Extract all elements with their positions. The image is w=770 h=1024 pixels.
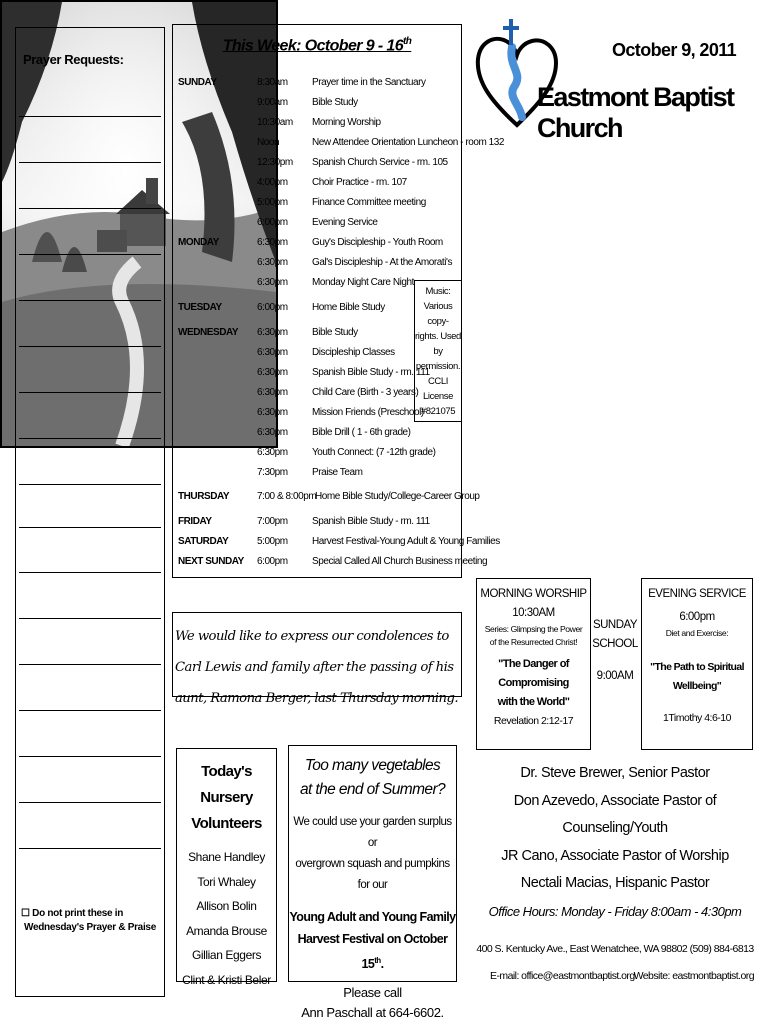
- prayer-request-line: [19, 802, 161, 803]
- nursery-volunteer-name: Clint & Kristi Beler: [182, 972, 271, 987]
- schedule-day: WEDNESDAY: [178, 327, 239, 338]
- vegetables-body: We could use your garden surplus or overgrown squash and pumpkins for our: [293, 816, 452, 891]
- pastor-list: [476, 760, 754, 898]
- schedule-time: 7:00 & 8:00pm: [257, 491, 317, 502]
- schedule-event: Bible Study: [312, 327, 358, 338]
- schedule-time: 7:30pm: [257, 467, 288, 478]
- pastor-name: Don Azevedo, Associate Pastor of Counseling/Youth: [513, 792, 717, 836]
- schedule-event: Mission Friends (Preschool): [312, 407, 424, 418]
- prayer-request-line: [19, 208, 161, 209]
- schedule-event: Bible Drill ( 1 - 6th grade): [312, 427, 411, 438]
- schedule-event: Finance Committee meeting: [312, 197, 426, 208]
- schedule-time: 6:30pm: [257, 447, 288, 458]
- office-hours: Office Hours: Monday - Friday 8:00am - 4:30pm: [488, 904, 742, 919]
- schedule-time: 6:00pm: [257, 556, 288, 567]
- nursery-volunteer-name: Allison Bolin: [196, 899, 257, 913]
- schedule-time: 9:00am: [257, 97, 288, 108]
- music-note-line: permission.: [415, 361, 461, 372]
- evening-service-box: EVENING SERVICE 6:00pm Diet and Exercise: "The Path to Spiritual Wellbeing" 1Timothy 4:6-10: [641, 578, 753, 750]
- prayer-request-line: [19, 484, 161, 485]
- schedule-time: 5:00pm: [257, 536, 288, 547]
- schedule-time: 6:30pm: [257, 327, 288, 338]
- email-link[interactable]: E-mail: office@eastmontbaptist.org: [490, 970, 635, 982]
- prayer-requests-title: Prayer Requests:: [23, 52, 124, 67]
- schedule-event: Spanish Church Service - rm. 105: [312, 157, 448, 168]
- schedule-day: THURSDAY: [178, 491, 230, 502]
- schedule-day: MONDAY: [178, 237, 219, 248]
- schedule-time: 5:00pm: [257, 197, 288, 208]
- schedule-time: 6:30pm: [257, 407, 288, 418]
- music-note-line: Various copy-: [423, 301, 453, 327]
- prayer-request-line: [19, 710, 161, 711]
- schedule-event: Spanish Bible Study - rm. 111: [312, 516, 430, 527]
- harvest-festival-title: Young Adult and Young Family Harvest Festival on October 15th.: [289, 910, 456, 972]
- prayer-request-line: [19, 254, 161, 255]
- pastor-name: Nectali Macias, Hispanic Pastor: [520, 875, 710, 891]
- prayer-requests-panel: [15, 27, 165, 997]
- schedule-event: Special Called All Church Business meeting: [312, 556, 488, 567]
- schedule-time: 6:30pm: [257, 427, 288, 438]
- schedule-day: SUNDAY: [178, 77, 217, 88]
- bulletin-date: October 9, 2011: [612, 40, 737, 60]
- nursery-volunteer-name: Shane Handley: [188, 850, 265, 864]
- prayer-request-line: [19, 756, 161, 757]
- schedule-event: Spanish Bible Study - rm. 111: [312, 367, 430, 378]
- schedule-day: TUESDAY: [178, 302, 222, 313]
- schedule-event: Discipleship Classes: [312, 347, 395, 358]
- do-not-print-note: ☐ Do not print these in Wednesday's Prayer & Praise: [21, 908, 156, 933]
- prayer-request-line: [19, 116, 161, 117]
- pastor-name: Dr. Steve Brewer, Senior Pastor: [520, 765, 710, 781]
- schedule-event: Child Care (Birth - 3 years): [312, 387, 419, 398]
- schedule-time: 6:30pm: [257, 237, 288, 248]
- prayer-request-line: [19, 346, 161, 347]
- schedule-title: This Week: October 9 - 16th: [222, 36, 412, 55]
- nursery-volunteer-name: Tori Whaley: [197, 874, 256, 889]
- schedule-time: 6:30pm: [257, 277, 288, 288]
- schedule-event: Harvest Festival-Young Adult & Young Families: [312, 536, 500, 547]
- music-note-line: #821075: [420, 406, 456, 417]
- schedule-day: NEXT SUNDAY: [178, 556, 244, 567]
- nursery-volunteers: [176, 748, 277, 987]
- schedule-event: Choir Practice - rm. 107: [312, 177, 407, 188]
- schedule-event: Gal's Discipleship - At the Amorati's: [312, 257, 453, 268]
- prayer-request-line: [19, 618, 161, 619]
- prayer-request-line: [19, 438, 161, 439]
- condolence-text: We would like to express our condolences to Carl Lewis and family after the passing of his aunt, Ramona Berger, last Thursday morning.: [175, 629, 458, 706]
- nursery-volunteer-name: Amanda Brouse: [186, 923, 267, 938]
- schedule-time: 8:30am: [257, 77, 288, 88]
- music-note-line: CCLI License: [423, 376, 453, 402]
- schedule-day: FRIDAY: [178, 516, 212, 527]
- music-note-line: by: [433, 346, 443, 357]
- schedule-event: Bible Study: [312, 97, 358, 108]
- schedule-event: Youth Connect: (7 -12th grade): [312, 447, 436, 458]
- schedule-day: SATURDAY: [178, 536, 229, 547]
- music-copyright-note: [414, 280, 462, 422]
- vegetables-question: Too many vegetables at the end of Summer?: [299, 757, 446, 798]
- schedule-event: Home Bible Study: [312, 302, 385, 313]
- schedule-event: New Attendee Orientation Luncheon - room 132: [312, 137, 505, 148]
- prayer-request-line: [19, 527, 161, 528]
- schedule-event: Praise Team: [312, 467, 363, 478]
- schedule-event: Evening Service: [312, 217, 378, 228]
- nursery-volunteer-name: Gillian Eggers: [191, 948, 262, 962]
- schedule-time: 10:30am: [257, 117, 293, 128]
- schedule-time: 6:00pm: [257, 217, 288, 228]
- prayer-request-line: [19, 664, 161, 665]
- morning-worship-box: MORNING WORSHIP 10:30AM Series: Glimpsing the Power of the Resurrected Christ! "The Danger of Compromising with the World" Revelation 2:12-17: [476, 578, 591, 750]
- schedule-event: Prayer time in the Sanctuary: [312, 77, 426, 88]
- church-address: 400 S. Kentucky Ave., East Wenatchee, WA 98802 (509) 884-6813: [476, 943, 754, 955]
- schedule-time: 6:00pm: [257, 302, 288, 313]
- music-note-line: rights. Used: [415, 331, 461, 342]
- prayer-request-line: [19, 572, 161, 573]
- vegetables-contact: Please call Ann Paschall at 664-6602.: [301, 985, 444, 1021]
- nursery-heading: Today's Nursery Volunteers: [191, 763, 262, 832]
- condolence-notice: [172, 612, 462, 706]
- prayer-request-line: [19, 848, 161, 849]
- schedule-time: Noon: [257, 137, 280, 148]
- music-note-line: Music:: [425, 286, 451, 297]
- schedule-time: 6:30pm: [257, 347, 288, 358]
- church-name: Eastmont Baptist Church: [537, 82, 734, 143]
- pastor-name: JR Cano, Associate Pastor of Worship: [501, 847, 729, 864]
- schedule-time: 6:30pm: [257, 367, 288, 378]
- schedule-event: Guy's Discipleship - Youth Room: [312, 237, 443, 248]
- prayer-request-line: [19, 162, 161, 163]
- schedule-time: 12:30pm: [257, 157, 293, 168]
- schedule-time: 6:30pm: [257, 257, 288, 268]
- website-link[interactable]: Website: eastmontbaptist.org: [633, 970, 754, 982]
- schedule-time: 7:00pm: [257, 516, 288, 527]
- prayer-request-line: [19, 300, 161, 301]
- sunday-school-box: SUNDAY SCHOOL 9:00AM: [592, 619, 638, 682]
- harvest-festival-notice: [288, 745, 457, 1021]
- schedule-event: Home Bible Study/College-Career Group: [315, 491, 480, 502]
- schedule-time: 4:00pm: [257, 177, 288, 188]
- prayer-request-line: [19, 392, 161, 393]
- schedule-event: Monday Night Care Night: [312, 277, 414, 288]
- schedule-event: Morning Worship: [312, 117, 381, 128]
- schedule-time: 6:30pm: [257, 387, 288, 398]
